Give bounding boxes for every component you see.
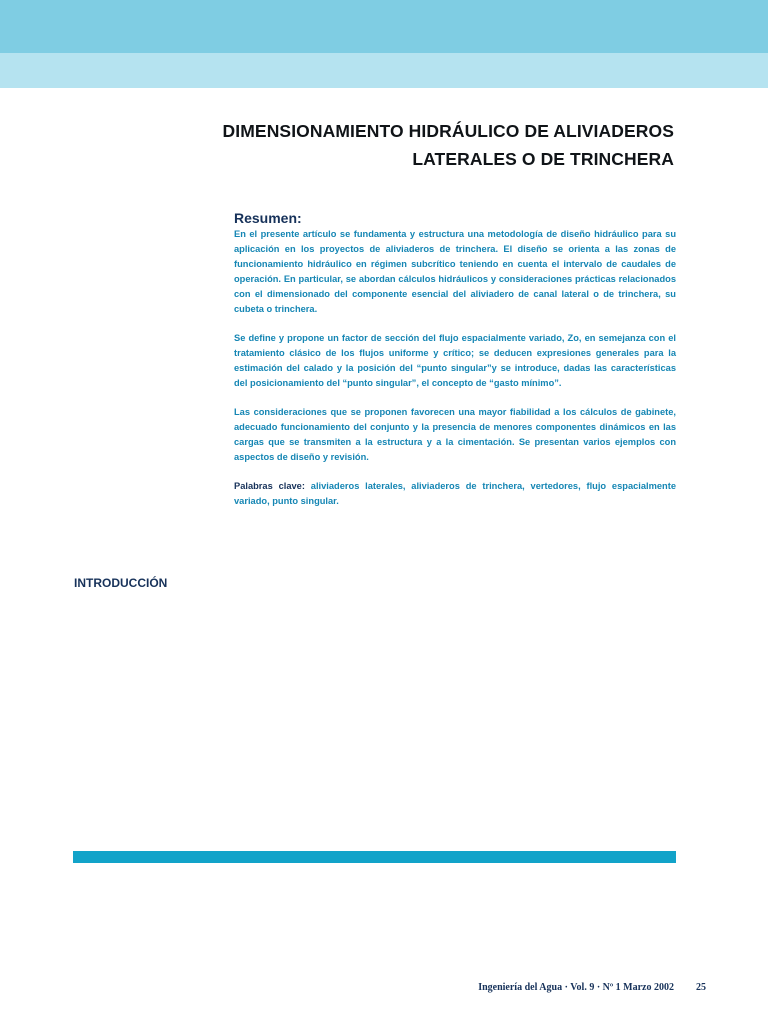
page-number: 25 xyxy=(696,982,706,993)
abstract-paragraph-1: En el presente artículo se fundamenta y estructura una metodología de diseño hidráulico para su aplicación en los proyectos de aliviaderos de trinchera. El diseño se orienta a las zonas de funcionamiento hidráulico en régimen subcrítico teniendo en cuenta el intervalo de caudales de operación. En particular, se abordan cálculos hidráulicos y consideraciones prácticas relacionados con el dimensionado del componente esencial del aliviadero de canal lateral o de trinchera, su cubeta o trinchera. xyxy=(234,229,676,314)
keywords-paragraph xyxy=(234,479,676,509)
article-title xyxy=(34,117,674,173)
abstract-paragraph-2: Se define y propone un factor de sección del flujo espacialmente variado, Zo, en semejanza con el tratamiento clásico de los flujos uniforme y crítico; se deducen expresiones generales para la estimación del calado y la posición del “punto singular”y se introduce, dadas las características del posicionamiento del “punto singular”, el concepto de “gasto mínimo”. xyxy=(234,333,676,388)
abstract-block xyxy=(234,209,676,523)
header-band-top xyxy=(0,0,768,53)
keywords-text: aliviaderos laterales, aliviaderos de trinchera, vertedores, flujo espacialmente variado, punto singular. xyxy=(234,481,677,506)
keywords-label: Palabras clave: xyxy=(234,481,305,491)
abstract-heading: Resumen: xyxy=(234,210,302,226)
section-heading-introduccion: INTRODUCCIÓN xyxy=(74,576,168,590)
header-band-bottom xyxy=(0,53,768,88)
journal-footer: Ingeniería del Agua · Vol. 9 · Nº 1 Marzo 2002 xyxy=(478,982,674,993)
title-line-2: LATERALES O DE TRINCHERA xyxy=(412,149,674,169)
title-line-1: DIMENSIONAMIENTO HIDRÁULICO DE ALIVIADEROS xyxy=(222,121,674,141)
decorative-rule xyxy=(73,851,676,863)
abstract-paragraph-3: Las consideraciones que se proponen favorecen una mayor fiabilidad a los cálculos de gabinete, adecuado funcionamiento del conjunto y la presencia de menores componentes dinámicos en las cargas que se transmiten a la estructura y a la cimentación. Se presentan varios ejemplos con aspectos de diseño y revisión. xyxy=(234,407,676,462)
